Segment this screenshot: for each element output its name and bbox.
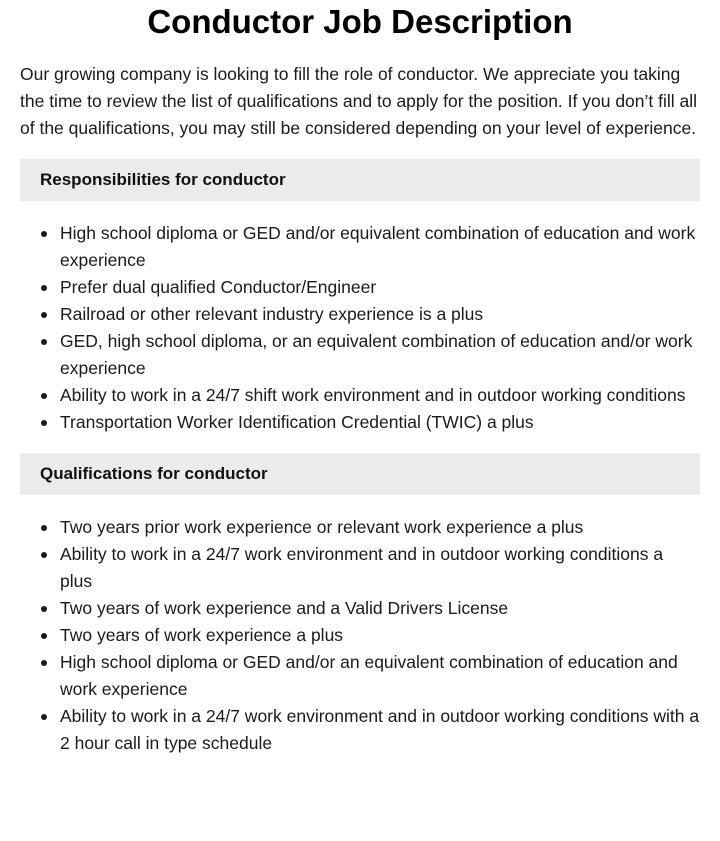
responsibilities-header: Responsibilities for conductor	[20, 159, 700, 201]
intro-paragraph: Our growing company is looking to fill the role of conductor. We appreciate you taking the time to review the list of qualifications and to apply for the position. If you don’t fill all of the qualifications, you may still be considered depending on your level of experience.	[20, 64, 698, 138]
qualification-text: Ability to work in a 24/7 work environment and in outdoor working conditions with a 2 hour call in type schedule	[60, 706, 700, 753]
qualification-item	[20, 514, 700, 541]
responsibility-text: Railroad or other relevant industry experience is a plus	[60, 304, 484, 324]
qualifications-list	[20, 514, 700, 757]
qualifications-header: Qualifications for conductor	[20, 453, 700, 495]
responsibility-item	[20, 220, 700, 274]
qualification-item	[20, 541, 700, 595]
bullet-icon	[41, 714, 47, 720]
bullet-icon	[41, 339, 47, 345]
qualification-text: Two years of work experience a plus	[60, 625, 344, 645]
bullet-icon	[41, 606, 47, 612]
qualification-text: Two years of work experience and a Valid Drivers License	[60, 598, 509, 618]
responsibility-item	[20, 301, 700, 328]
qualification-text: Ability to work in a 24/7 work environment and in outdoor working conditions a plus	[60, 544, 664, 591]
bullet-icon	[41, 312, 47, 318]
responsibility-item	[20, 274, 700, 301]
responsibilities-list	[20, 220, 700, 436]
responsibility-item	[20, 409, 700, 436]
qualification-text: Two years prior work experience or relevant work experience a plus	[60, 517, 584, 537]
bullet-icon	[41, 633, 47, 639]
qualification-item	[20, 622, 700, 649]
responsibility-text: Transportation Worker Identification Credential (TWIC) a plus	[60, 412, 534, 432]
bullet-icon	[41, 231, 47, 237]
qualification-item	[20, 703, 700, 757]
responsibility-text: Prefer dual qualified Conductor/Engineer	[60, 277, 377, 297]
bullet-icon	[41, 552, 47, 558]
qualification-text: High school diploma or GED and/or an equivalent combination of education and work experience	[60, 652, 678, 699]
qualification-item	[20, 649, 700, 703]
responsibility-text: High school diploma or GED and/or equivalent combination of education and work experience	[60, 223, 696, 270]
bullet-icon	[41, 420, 47, 426]
bullet-icon	[41, 525, 47, 531]
responsibility-item	[20, 382, 700, 409]
responsibility-item	[20, 328, 700, 382]
page-title: Conductor Job Description	[147, 3, 573, 40]
responsibility-text: Ability to work in a 24/7 shift work environment and in outdoor working conditions	[60, 385, 686, 405]
responsibility-text: GED, high school diploma, or an equivalent combination of education and/or work experience	[60, 331, 693, 378]
bullet-icon	[41, 660, 47, 666]
bullet-icon	[41, 285, 47, 291]
bullet-icon	[41, 393, 47, 399]
qualification-item	[20, 595, 700, 622]
